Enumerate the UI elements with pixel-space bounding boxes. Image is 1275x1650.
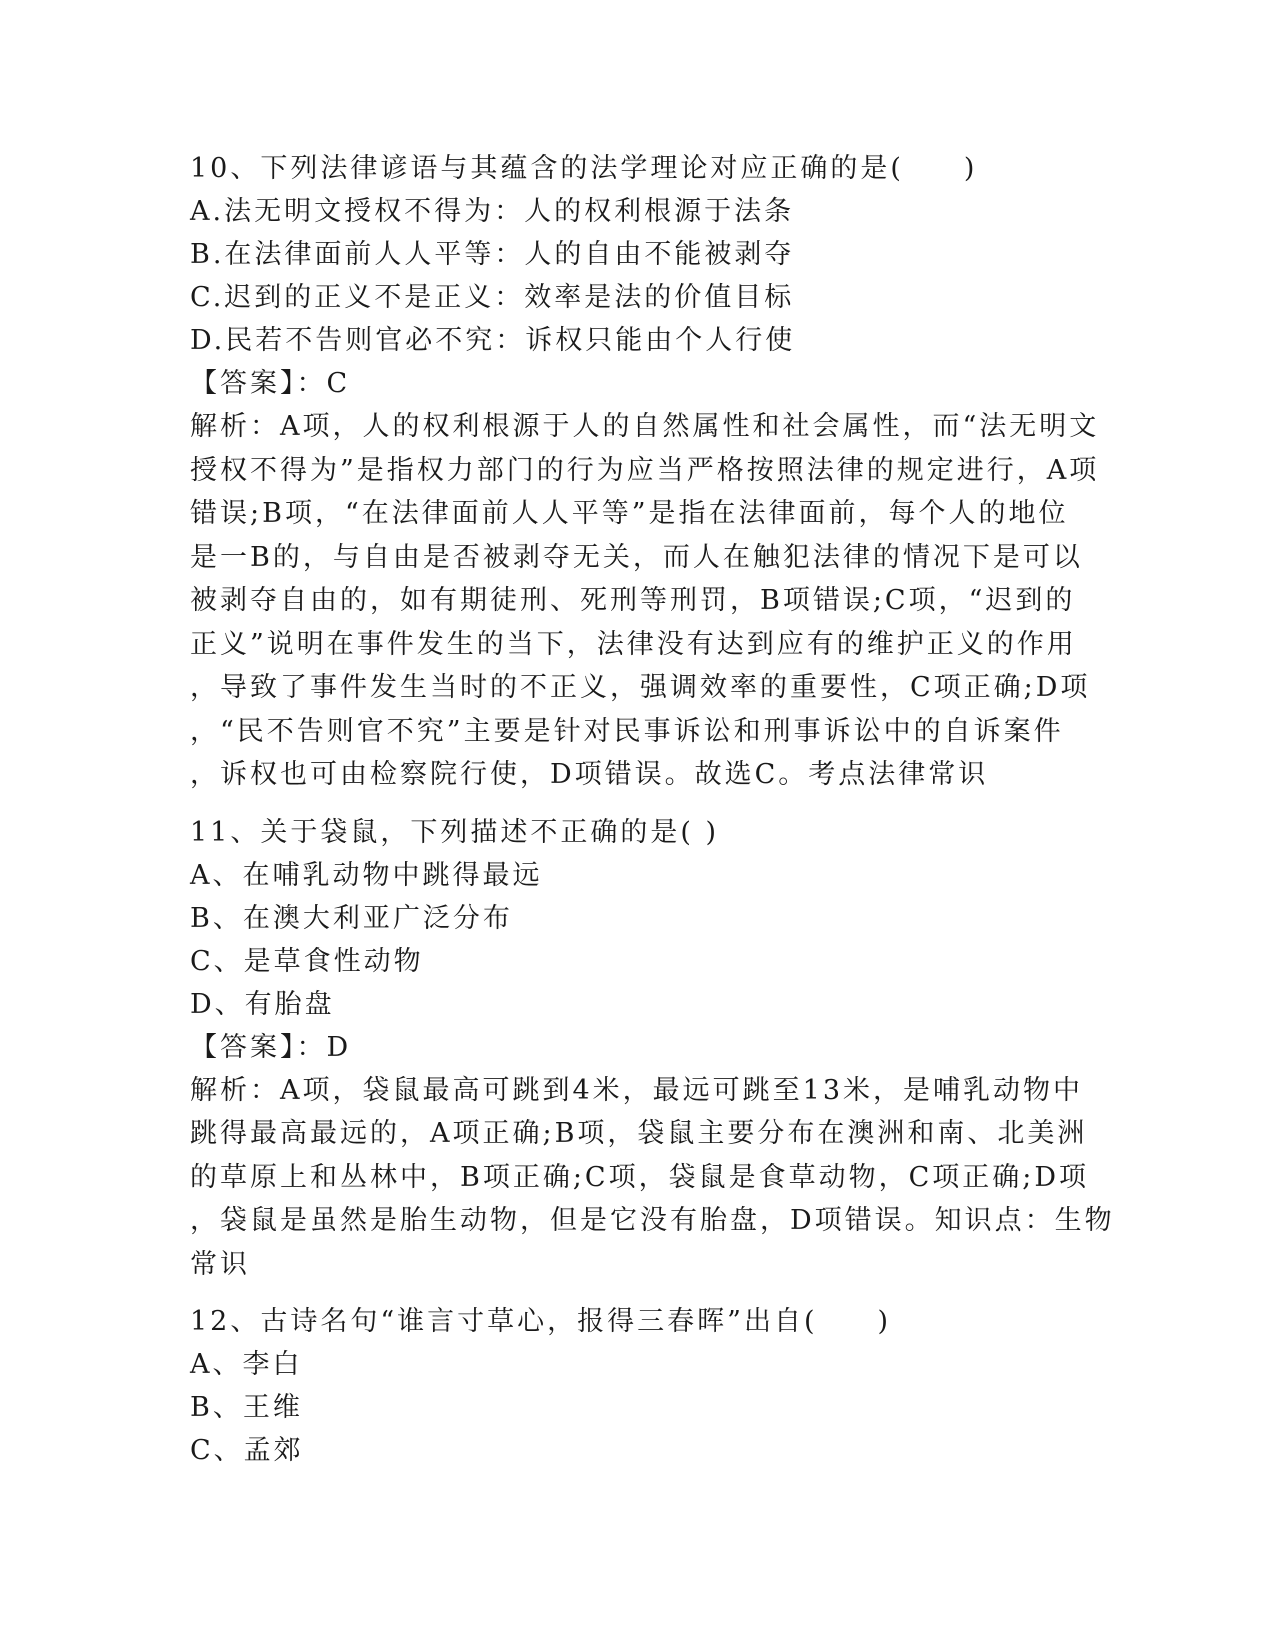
answer-line: 【答案】：D: [190, 1031, 352, 1063]
option-a: A、李白: [190, 1349, 303, 1380]
question-stem: 11、关于袋鼠，下列描述不正确的是( ): [190, 816, 720, 848]
explanation-line: 解析：A项，人的权利根源于人的自然属性和社会属性，而“法无明文: [190, 411, 1100, 442]
question-10: [190, 147, 1100, 797]
explanation-line: ，诉权也可由检察院行使，D项错误。故选C。考点法律常识: [190, 759, 989, 790]
explanation: [190, 405, 1100, 797]
option-c: C、孟郊: [190, 1435, 304, 1466]
option-b: B.在法律面前人人平等：人的自由不能被剥夺: [190, 239, 795, 270]
explanation-line: ，袋鼠是虽然是胎生动物，但是它没有胎盘，D项错误。知识点：生物: [190, 1205, 1115, 1236]
option-a: A、在哺乳动物中跳得最远: [190, 859, 543, 891]
question-list: [190, 147, 1115, 1472]
question-stem: 10、下列法律谚语与其蕴含的法学理论对应正确的是( ): [190, 153, 978, 184]
explanation-line: 是一B的，与自由是否被剥夺无关，而人在触犯法律的情况下是可以: [190, 541, 1083, 573]
explanation-line: 解析：A项，袋鼠最高可跳到4米，最远可跳至13米，是哺乳动物中: [190, 1074, 1084, 1106]
explanation-line: ，导致了事件发生当时的不正义，强调效率的重要性，C项正确;D项: [190, 672, 1091, 703]
answer-line: 【答案】：C: [190, 368, 351, 399]
explanation-line: 被剥夺自由的，如有期徒刑、死刑等刑罚，B项错误;C项，“迟到的: [190, 585, 1076, 616]
option-c: C.迟到的正义不是正义：效率是法的价值目标: [190, 282, 795, 313]
explanation-line: 正义”说明在事件发生的当下，法律没有达到应有的维护正义的作用: [190, 628, 1077, 660]
explanation: [190, 1069, 1115, 1287]
explanation-line: 错误;B项，“在法律面前人人平等”是指在法律面前，每个人的地位: [190, 498, 1069, 529]
question-12: [190, 1300, 1090, 1472]
explanation-line: 常识: [190, 1248, 250, 1280]
option-b: B、在澳大利亚广泛分布: [190, 902, 513, 934]
option-a: A.法无明文授权不得为：人的权利根源于法条: [190, 196, 795, 227]
option-d: D、有胎盘: [190, 988, 335, 1020]
question-11: [190, 811, 1115, 1287]
explanation-line: 授权不得为”是指权力部门的行为应当严格按照法律的规定进行，A项: [190, 454, 1100, 486]
option-d: D.民若不告则官必不究：诉权只能由个人行使: [190, 325, 796, 356]
spacer: [190, 1286, 1090, 1300]
explanation-line: ，“民不告则官不究”主要是针对民事诉讼和刑事诉讼中的自诉案件: [190, 715, 1064, 747]
option-b: B、王维: [190, 1392, 303, 1423]
explanation-line: 的草原上和丛林中，B项正确;C项，袋鼠是食草动物，C项正确;D项: [190, 1161, 1089, 1193]
option-c: C、是草食性动物: [190, 945, 424, 977]
question-stem: 12、古诗名句“谁言寸草心，报得三春晖”出自( ): [190, 1306, 892, 1337]
spacer: [190, 797, 1090, 811]
explanation-line: 跳得最高最远的，A项正确;B项，袋鼠主要分布在澳洲和南、北美洲: [190, 1118, 1088, 1149]
